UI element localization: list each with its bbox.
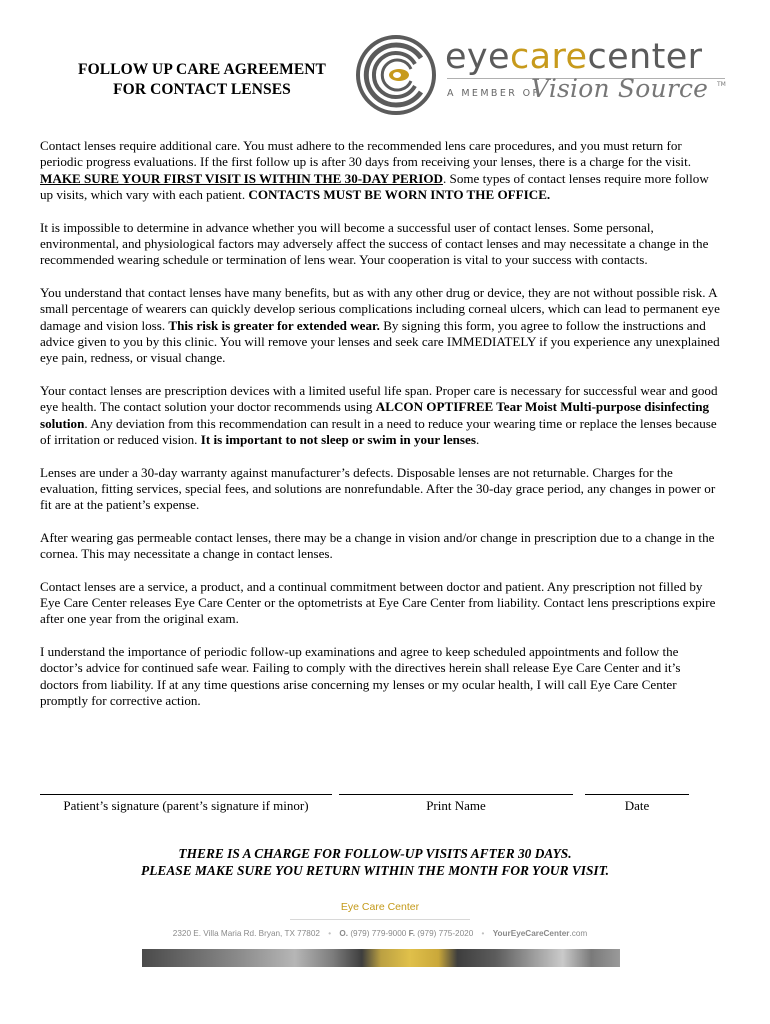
website-name: YourEyeCareCenter: [492, 929, 570, 938]
bullet-icon: •: [328, 929, 332, 938]
paragraph-acknowledgement: I understand the importance of periodic follow-up examinations and agree to keep scheduled appointments and follow the doctor’s advice for continued safe wear. Failing to comply with the directives herein shall release Eye Care Center and it’s doctors from liability. If at any time questions arise concerning my lenses or my ocular health, I will call Eye Care Center promptly for corrective action.: [40, 643, 681, 708]
date-label: Date: [624, 798, 650, 813]
document-title: [56, 60, 348, 100]
p1-first-visit-warning: MAKE SURE YOUR FIRST VISIT IS WITHIN THE 30-DAY PERIOD: [40, 170, 443, 186]
paragraph-prescription-devices: [40, 383, 722, 449]
logo-trademark: TM: [717, 81, 726, 88]
print-name-field[interactable]: [339, 794, 573, 826]
footer-website[interactable]: [493, 929, 588, 938]
p4-text: Your contact lenses are prescription devices with a limited useful life span. Proper care is necessary for successful wear and good eye health. The contact solution your doctor recommends using: [40, 382, 718, 415]
p4-sleep-swim-warning: It is important to not sleep or swim in your lenses: [200, 432, 476, 448]
eye-care-center-logo: [355, 32, 730, 118]
paragraph-risk: [40, 285, 722, 367]
p1-text-2: . Some types of contact lenses require more follow up visits, which vary with each patient.: [40, 170, 709, 203]
follow-up-charge-notice: [60, 846, 690, 879]
p3-text: You understand that contact lenses have many benefits, but as with any other drug or device, they are not without possible risk. A small percentage of wearers can quickly develop serious complications including corneal ulcers, which can lead to permanent eye damage and vision loss.: [40, 284, 720, 333]
notice-line-1: THERE IS A CHARGE FOR FOLLOW-UP VISITS AFTER 30 DAYS.: [178, 846, 572, 861]
vision-source-logo: Vision Source: [531, 74, 709, 103]
p4-text-2: . Any deviation from this recommendation can result in a need to reduce your wearing time or replace the lenses because of irritation or reduced vision.: [40, 415, 717, 448]
footer-fax: (979) 775-2020: [417, 929, 474, 938]
logo-member-of: A MEMBER OF: [447, 88, 541, 99]
date-field[interactable]: [585, 794, 689, 826]
p1-text: Contact lenses require additional care. You must adhere to the recommended lens care procedures, and you must return for periodic progress evaluations. If the first follow up is after 30 days from receiving your lenses, there is a charge for the visit.: [40, 138, 691, 170]
patient-signature-field[interactable]: [40, 794, 332, 826]
logo-word-center: center: [587, 37, 703, 77]
title-line-2: FOR CONTACT LENSES: [113, 81, 291, 98]
logo-wordmark: [445, 36, 702, 78]
patient-signature-label: Patient’s signature (parent’s signature if minor): [63, 798, 309, 813]
title-line-1: FOLLOW UP CARE AGREEMENT: [78, 61, 326, 78]
date-line: [585, 794, 689, 795]
logo-word-care: care: [509, 37, 588, 77]
footer-address: 2320 E. Villa Maria Rd. Bryan, TX 77802: [172, 929, 320, 938]
footer-clinic-name: Eye Care Center: [340, 901, 420, 913]
footer-decorative-bar: [142, 949, 620, 967]
print-name-label: Print Name: [426, 798, 486, 813]
bullet-icon: •: [481, 929, 485, 938]
p4-text-3: .: [475, 432, 480, 448]
p1-wear-into-office: CONTACTS MUST BE WORN INTO THE OFFICE.: [248, 187, 551, 203]
p4-solution-name: ALCON OPTIFREE Tear Moist Multi-purpose disinfecting solution: [40, 399, 710, 431]
website-tld: .com: [569, 929, 588, 938]
p3-text-2: By signing this form, you agree to follow the instructions and advice given to you by this clinic. You will remove your lenses and seek care IMMEDIATELY if you experience any unexplained eye pain, redness, or visual change.: [40, 317, 720, 366]
agreement-body: [40, 138, 722, 725]
paragraph-follow-up: [40, 138, 722, 204]
signature-line: [40, 794, 332, 795]
footer-contact: [140, 929, 620, 938]
logo-word-eye: eye: [445, 37, 510, 77]
paragraph-gas-permeable: After wearing gas permeable contact lenses, there may be a change in vision and/or change in prescription due to a change in the cornea. This may necessitate a change in contact lenses.: [40, 529, 715, 562]
print-name-line: [339, 794, 573, 795]
phone-label: O.: [339, 929, 349, 938]
fax-label: F.: [408, 929, 415, 938]
paragraph-commitment: Contact lenses are a service, a product, and a continual commitment between doctor and patient. Any prescription not filled by Eye Care Center releases Eye Care Center or the optometrists at Eye Care Center from liability. Contact lens prescriptions expire after one year from the original exam.: [40, 578, 716, 627]
footer-phone: (979) 779-9000: [350, 929, 407, 938]
footer-divider: [290, 919, 470, 920]
paragraph-warranty: Lenses are under a 30-day warranty against manufacturer’s defects. Disposable lenses are not returnable. Charges for the evaluation, fitting services, special fees, and solutions are nonrefundable. After the 30-day grace period, any changes in power or fit are at the patient’s expense.: [40, 464, 716, 513]
eye-logo-icon: [355, 34, 437, 116]
p3-extended-wear-risk: This risk is greater for extended wear.: [168, 317, 380, 333]
paragraph-success: It is impossible to determine in advance whether you will become a successful user of contact lenses. Some personal, environmental, and physiological factors may adversely affect the success of contact lenses and may necessitate a change in the recommended wearing schedule or termination of lens wear. Your cooperation is vital to your success with contacts.: [40, 219, 709, 268]
notice-line-2: PLEASE MAKE SURE YOU RETURN WITHIN THE MONTH FOR YOUR VISIT.: [141, 862, 609, 878]
